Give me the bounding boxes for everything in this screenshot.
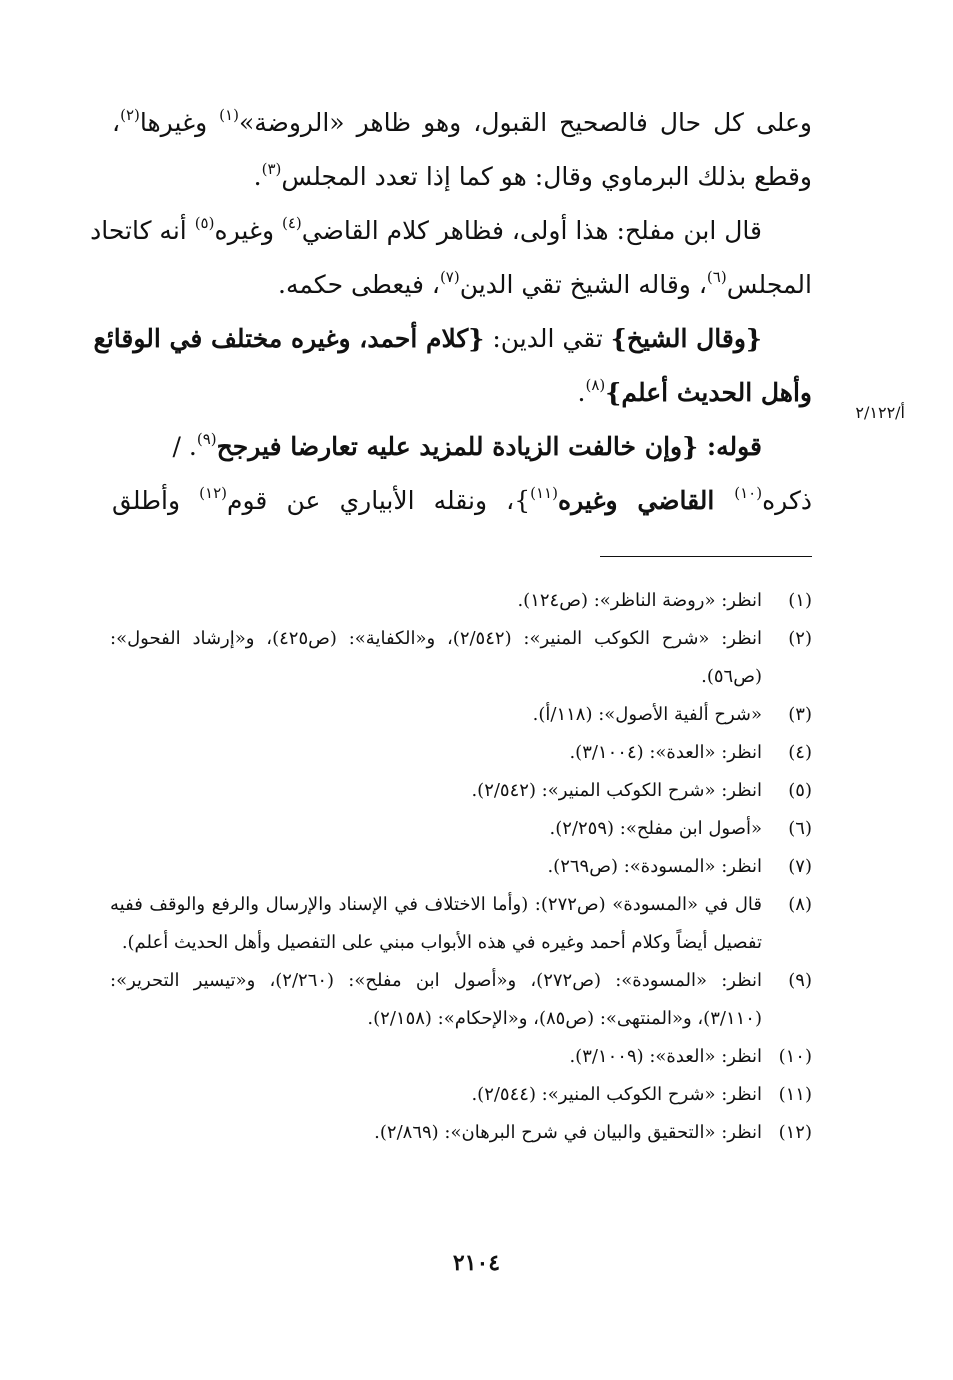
footnote-text: انظر: «المسودة»: (ص٢٧٢)، و«أصول ابن مفلح»: (٢/٢٦٠)، و«تيسير التحرير»: (٣/١١٠)، و«المنتهى»: (ص٨٥)، و«الإحكام»: (٢/١٥٨).	[110, 970, 762, 1029]
footnote-text: انظر: «المسودة»: (ص٢٦٩).	[547, 856, 762, 877]
footnote-number: (٦)	[788, 818, 812, 839]
bold-text: قوله:	[698, 432, 762, 461]
footnote-ref: (٦)	[706, 268, 727, 286]
footnote-text: انظر: «العدة»: (٣/١٠٠٤).	[569, 742, 762, 763]
text-line	[112, 258, 812, 312]
footnote-ref: (٧)	[439, 268, 460, 286]
footnote-number: (١٢)	[778, 1122, 812, 1143]
footnote-number: (١١)	[778, 1084, 812, 1105]
footnote-ref: (٤)	[282, 214, 302, 232]
footnote-number: (٣)	[788, 704, 812, 725]
bold-text: {وإن خالفت الزيادة للمزيد عليه تعارضا فيرجح	[216, 432, 699, 461]
footnote	[110, 582, 812, 620]
footnote	[110, 696, 812, 734]
bold-text: القاضي وغيره	[557, 486, 735, 515]
footnote-text: انظر: «العدة»: (٣/١٠٠٩).	[569, 1046, 762, 1067]
footnote-text: «أصول ابن مفلح»: (٢/٢٥٩).	[549, 818, 762, 839]
footnote	[110, 886, 812, 962]
footnote-text: انظر: «روضة الناظر»: (ص١٢٤).	[517, 590, 762, 611]
footnote-ref: (٨)	[585, 376, 606, 394]
footnote-text: «شرح ألفية الأصول»: (١١٨/أ).	[532, 704, 762, 725]
text-run: }، ونقله الأبياري عن قوم	[227, 486, 531, 515]
margin-manuscript-reference: أ/٢/١٢٢	[855, 403, 905, 422]
footnote-ref: (٢)	[120, 106, 140, 124]
text-line	[112, 150, 812, 204]
footnote-number: (١٠)	[778, 1046, 812, 1067]
footnote-number: (٤)	[788, 742, 812, 763]
text-run: وأطلق	[112, 486, 200, 515]
footnote-ref: (١٢)	[199, 484, 228, 502]
footnotes	[110, 582, 812, 1152]
text-run: وقطع بذلك البرماوي وقال: هو كما إذا تعدد المجلس	[281, 162, 812, 191]
footnote-separator	[600, 556, 812, 557]
footnote-ref: (٥)	[194, 214, 215, 232]
footnote-number: (٩)	[788, 970, 812, 991]
footnote	[110, 772, 812, 810]
text-run: .	[577, 378, 586, 407]
footnote-text: انظر: «شرح الكوكب المنير»: (٢/٥٤٤).	[471, 1084, 762, 1105]
footnote-ref: (١)	[219, 106, 239, 124]
footnote	[110, 962, 812, 1038]
footnote	[110, 1114, 812, 1152]
text-run: ،	[112, 108, 121, 137]
page-number: ٢١٠٤	[452, 1250, 501, 1276]
text-run: .	[253, 162, 262, 191]
footnote-ref: (١٠)	[734, 484, 763, 502]
text-line	[112, 474, 812, 528]
footnote	[110, 1038, 812, 1076]
text-run: ، فيعطى حكمه.	[278, 270, 440, 299]
text-line	[112, 96, 812, 150]
footnote	[110, 734, 812, 772]
footnote-text: قال في «المسودة» (ص٢٧٢): (وأما الاختلاف في الإسناد والإرسال والرفع والوقف ففيه تفصيل أيضاً وكلام أحمد وغيره في هذه الأبواب مبني على التفصيل وأهل الحديث أعلم).	[110, 894, 762, 953]
text-run: وغيره	[214, 216, 282, 245]
text-line	[93, 312, 812, 366]
footnote-ref: (٣)	[261, 160, 282, 178]
text-run: ذكره	[762, 486, 812, 515]
text-line	[112, 366, 812, 420]
footnote	[110, 848, 812, 886]
text-run: قال ابن مفلح: هذا أولى، فظاهر كلام القاضي	[301, 216, 762, 245]
text-run: المجلس	[726, 270, 812, 299]
bold-text: {كلام أحمد، وغيره مختلف في الوقائع	[93, 324, 485, 353]
text-run: . /	[172, 432, 197, 461]
footnote-ref: (١١)	[530, 484, 558, 502]
footnote	[110, 810, 812, 848]
text-line	[90, 204, 812, 258]
main-text	[90, 96, 813, 528]
footnote-number: (٥)	[788, 780, 812, 801]
footnote-ref: (٩)	[196, 430, 217, 448]
text-run: أنه كاتحاد	[90, 216, 195, 245]
footnote	[110, 1076, 812, 1114]
text-run: ، وقاله الشيخ تقي الدين	[459, 270, 707, 299]
footnote-text: انظر: «شرح الكوكب المنير»: (٢/٥٤٢)، و«الكفاية»: (ص٤٢٥)، و«إرشاد الفحول»: (ص٥٦).	[110, 628, 762, 687]
text-run: وغيرها	[139, 108, 220, 137]
footnote-number: (٨)	[788, 894, 812, 915]
bold-text: وأهل الحديث أعلم}	[605, 378, 812, 407]
bold-text: {وقال الشيخ}	[610, 324, 762, 353]
text-run: تقي الدين:	[484, 324, 611, 353]
text-line	[112, 420, 812, 474]
footnote-text: انظر: «التحقيق والبيان في شرح البرهان»: (٢/٨٦٩).	[374, 1122, 762, 1143]
footnote-number: (٧)	[788, 856, 812, 877]
text-run: وعلى كل حال فالصحيح القبول، وهو ظاهر «الروضة»	[238, 108, 813, 137]
footnote-text: انظر: «شرح الكوكب المنير»: (٢/٥٤٢).	[471, 780, 762, 801]
footnote-number: (١)	[788, 590, 812, 611]
footnote-number: (٢)	[788, 628, 812, 649]
footnote	[110, 620, 812, 696]
